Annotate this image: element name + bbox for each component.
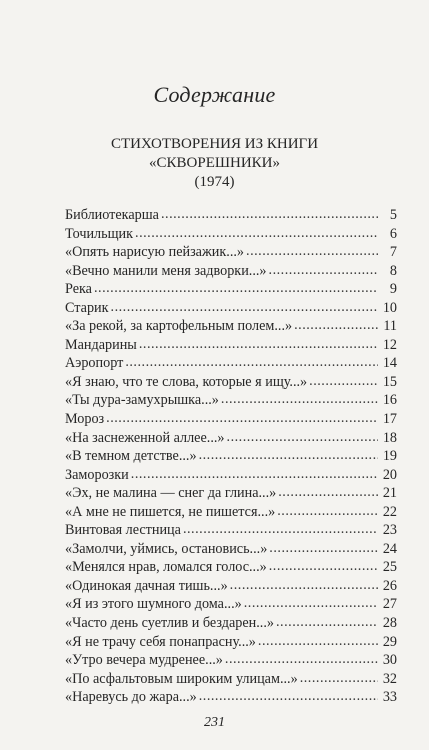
section-year: (1974) bbox=[194, 174, 235, 190]
toc-entry-title: «Часто день суетлив и бездарен...» bbox=[65, 615, 274, 632]
dot-leader bbox=[135, 224, 378, 243]
toc-entry bbox=[65, 595, 397, 614]
toc-entry-page: 23 bbox=[382, 522, 397, 539]
toc-entry-title: «Наревусь до жара...» bbox=[65, 689, 197, 706]
dot-leader bbox=[221, 390, 378, 409]
toc-entry-title: Река bbox=[65, 281, 92, 298]
toc-entry-title: «Замолчи, уймись, остановись...» bbox=[65, 540, 268, 557]
toc-entry-title: «Я знаю, что те слова, которые я ищу...» bbox=[65, 373, 308, 390]
toc-entry-title: «Опять нарисую пейзажик...» bbox=[65, 244, 245, 261]
toc-entry-title: «На заснеженной аллее...» bbox=[65, 429, 225, 446]
dot-leader bbox=[269, 557, 378, 576]
toc-entry-page: 20 bbox=[382, 466, 397, 483]
dot-leader bbox=[278, 483, 378, 502]
dot-leader bbox=[276, 613, 378, 632]
dot-leader bbox=[230, 576, 378, 595]
dot-leader bbox=[294, 316, 378, 335]
dot-leader bbox=[277, 502, 378, 521]
toc-entry bbox=[65, 614, 397, 633]
dot-leader bbox=[139, 335, 378, 354]
toc-entry bbox=[65, 484, 397, 503]
toc-entry bbox=[65, 299, 397, 318]
dot-leader bbox=[125, 353, 378, 372]
toc-entry-title: Мороз bbox=[65, 411, 105, 428]
toc-entry-page: 25 bbox=[382, 559, 397, 576]
toc-entry-page: 30 bbox=[382, 652, 397, 669]
contents-heading: Содержание bbox=[153, 82, 276, 107]
toc-entry-page: 17 bbox=[382, 411, 397, 428]
toc-entry-title: «Ты дура-замухрышка...» bbox=[65, 392, 219, 409]
dot-leader bbox=[183, 520, 378, 539]
dot-leader bbox=[227, 428, 378, 447]
toc-entry-page: 24 bbox=[382, 540, 397, 557]
toc-entry-title: «Эх, не малина — снег да глина...» bbox=[65, 485, 277, 502]
toc-entry-title: Старик bbox=[65, 299, 109, 316]
toc-entry-page: 6 bbox=[389, 225, 397, 242]
dot-leader bbox=[300, 669, 378, 688]
dot-leader bbox=[199, 446, 378, 465]
toc-entry-title: «Вечно манили меня задворки...» bbox=[65, 262, 267, 279]
toc-entry bbox=[65, 503, 397, 522]
page-number: 231 bbox=[204, 715, 225, 730]
toc-entry bbox=[65, 317, 397, 336]
toc-entry-page: 32 bbox=[382, 670, 397, 687]
toc-entry-page: 8 bbox=[389, 262, 397, 279]
toc-entry-page: 18 bbox=[382, 429, 397, 446]
section-heading bbox=[0, 135, 429, 192]
dot-leader bbox=[161, 205, 378, 224]
toc-entry-page: 12 bbox=[382, 336, 397, 353]
toc-entry bbox=[65, 225, 397, 244]
toc-entry-title: Аэропорт bbox=[65, 355, 124, 372]
dot-leader bbox=[111, 298, 378, 317]
dot-leader bbox=[106, 409, 378, 428]
toc-entry-page: 21 bbox=[382, 485, 397, 502]
dot-leader bbox=[199, 687, 378, 706]
toc-entry-title: «Я из этого шумного дома...» bbox=[65, 596, 242, 613]
toc-entry bbox=[65, 521, 397, 540]
toc-entry-title: Заморозки bbox=[65, 466, 129, 483]
toc-entry bbox=[65, 410, 397, 429]
dot-leader bbox=[246, 242, 378, 261]
toc-entry-title: «Утро вечера мудренее...» bbox=[65, 652, 223, 669]
toc-entry-page: 16 bbox=[382, 392, 397, 409]
toc-entry bbox=[65, 336, 397, 355]
toc-entry-page: 14 bbox=[382, 355, 397, 372]
toc-entry-page: 11 bbox=[383, 318, 397, 335]
toc-entry-page: 7 bbox=[389, 244, 397, 261]
toc-entry bbox=[65, 558, 397, 577]
toc-entry bbox=[65, 670, 397, 689]
toc-entry-title: Мандарины bbox=[65, 336, 137, 353]
toc-entry-title: «Одинокая дачная тишь...» bbox=[65, 577, 228, 594]
toc-entry-title: «Менялся нрав, ломался голос...» bbox=[65, 559, 267, 576]
dot-leader bbox=[269, 539, 378, 558]
toc-entry bbox=[65, 540, 397, 559]
toc-entry-title: «Я не трачу себя понапрасну...» bbox=[65, 633, 256, 650]
toc-entry bbox=[65, 447, 397, 466]
toc-entry-page: 22 bbox=[382, 503, 397, 520]
toc-entry-title: Библиотекарша bbox=[65, 207, 159, 223]
toc-entry-title: «В темном детстве...» bbox=[65, 448, 197, 465]
toc-entry-title: «По асфальтовым широким улицам...» bbox=[65, 670, 298, 687]
dot-leader bbox=[244, 594, 378, 613]
toc-entry bbox=[65, 391, 397, 410]
section-book-title: «СКВОРЕШНИКИ» bbox=[149, 155, 280, 171]
toc-entry-page: 19 bbox=[382, 448, 397, 465]
toc-entry-page: 27 bbox=[382, 596, 397, 613]
toc-entry bbox=[65, 577, 397, 596]
toc-entry-page: 26 bbox=[382, 577, 397, 594]
dot-leader bbox=[258, 632, 378, 651]
toc-entry bbox=[65, 429, 397, 448]
toc-entry-page: 5 bbox=[389, 207, 397, 223]
toc-entry-page: 33 bbox=[382, 689, 397, 706]
toc-entry-title: «За рекой, за картофельным полем...» bbox=[65, 318, 293, 335]
toc-entry bbox=[65, 633, 397, 652]
toc-entry-page: 9 bbox=[389, 281, 397, 298]
dot-leader bbox=[225, 650, 378, 669]
dot-leader bbox=[131, 465, 378, 484]
section-title-line: СТИХОТВОРЕНИЯ ИЗ КНИГИ bbox=[110, 136, 319, 152]
toc-entry-page: 28 bbox=[382, 615, 397, 632]
toc-entry bbox=[65, 688, 397, 707]
toc-entry-page: 10 bbox=[382, 299, 397, 316]
toc-entry bbox=[65, 262, 397, 281]
toc-entry bbox=[65, 651, 397, 670]
toc-entry bbox=[65, 466, 397, 485]
toc-entry bbox=[65, 206, 397, 225]
toc-entry bbox=[65, 280, 397, 299]
toc-entry-page: 29 bbox=[382, 633, 397, 650]
dot-leader bbox=[94, 279, 378, 298]
toc-entry-title: Винтовая лестница bbox=[65, 522, 181, 539]
toc-entry-title: «А мне не пишется, не пишется...» bbox=[65, 503, 276, 520]
table-of-contents bbox=[65, 206, 397, 707]
toc-entry-title: Точильщик bbox=[65, 225, 134, 242]
dot-leader bbox=[309, 372, 378, 391]
toc-entry bbox=[65, 243, 397, 262]
dot-leader bbox=[269, 261, 378, 280]
toc-entry bbox=[65, 354, 397, 373]
toc-entry-page: 15 bbox=[382, 373, 397, 390]
toc-entry bbox=[65, 373, 397, 392]
